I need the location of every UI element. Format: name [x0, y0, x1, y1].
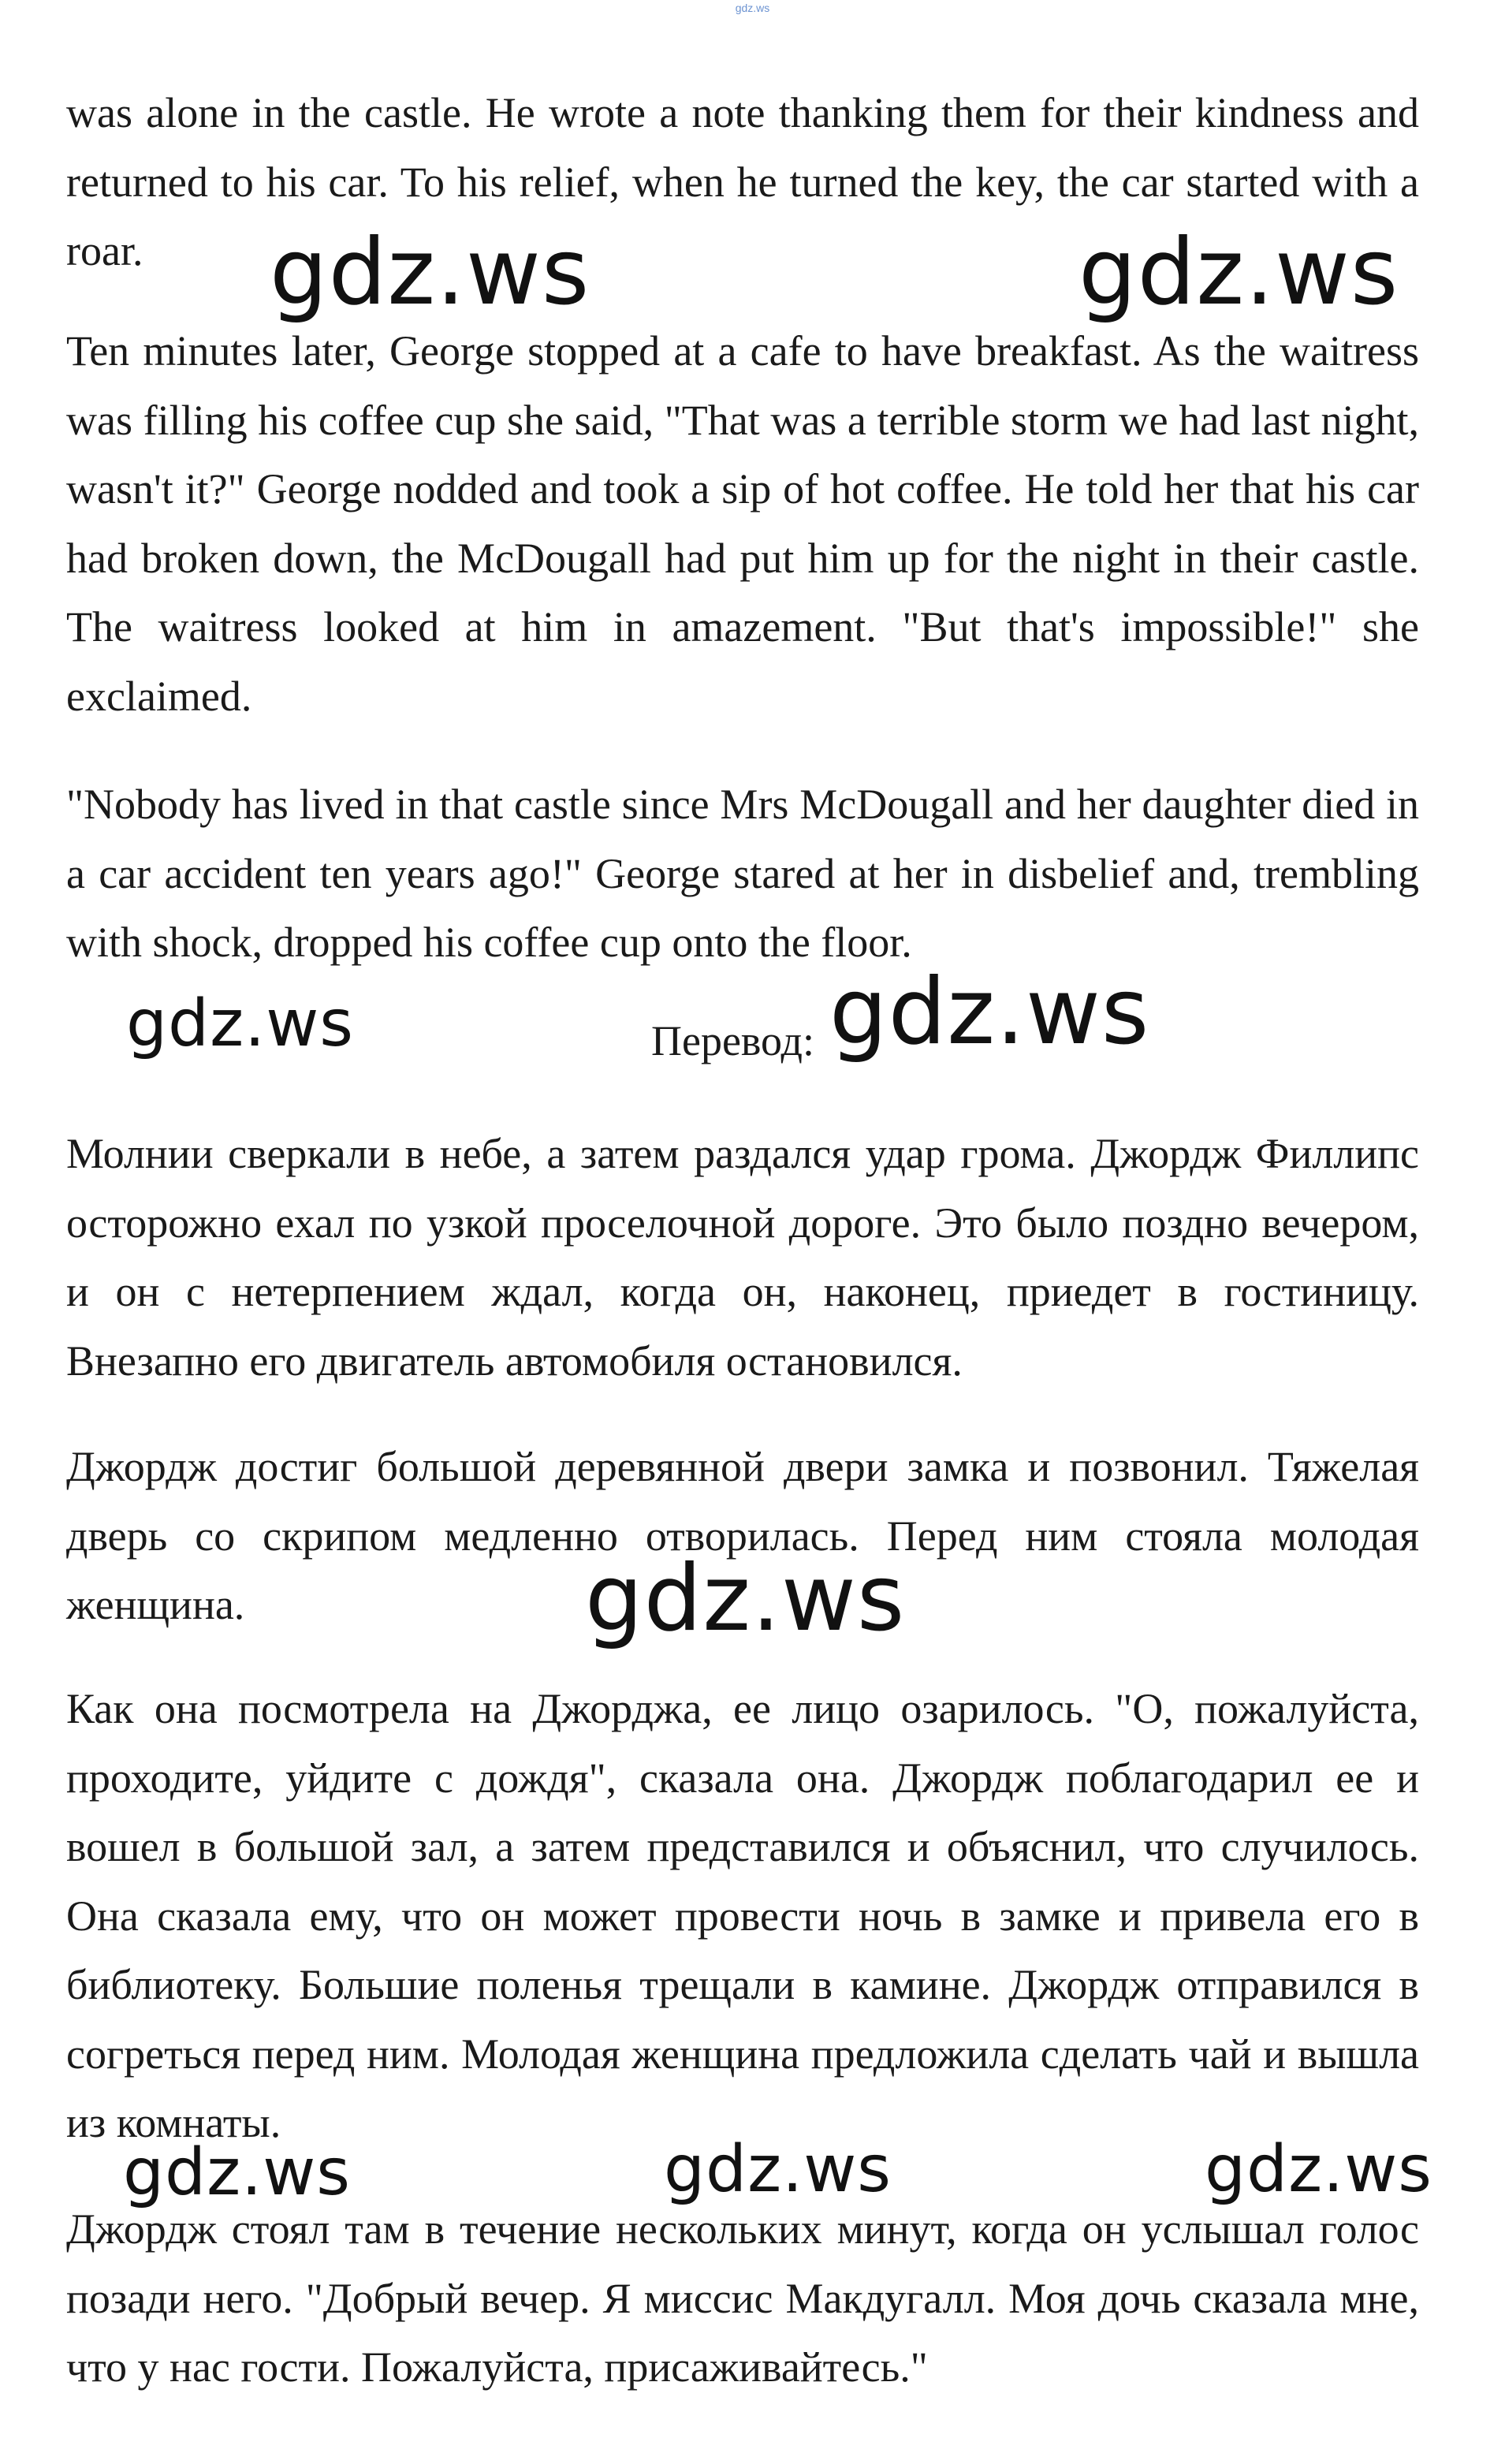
paragraph-7: Джордж стоял там в течение нескольких минут, когда он услышал голос позади него. "Добрый вечер. Я миссис Макдугалл. Моя дочь сказала мне, что у нас гости. Пожалуйста, присаживайтесь."	[66, 2205, 1419, 2391]
header-mark: gdz.ws	[735, 2, 770, 14]
watermark: gdz.ws	[1078, 219, 1399, 326]
paragraph-5: Джордж достиг большой деревянной двери замка и позвонил. Тяжелая дверь со скрипом медленно отворилась. Перед ним стояла молодая женщина.	[66, 1443, 1419, 1628]
watermark: gdz.ws	[123, 2135, 351, 2210]
paragraph-6: Как она посмотрела на Джорджа, ее лицо озарилось. "О, пожалуйста, проходите, уйдите с дождя", сказала она. Джордж поблагодарил ее и вошел в большой зал, а затем представился и объяснил, что случилось. Она сказала ему, что он может провести ночь в замке и привела его в библиотеку. Большие поленья трещали в камине. Джордж отправился в согреться перед ним. Молодая женщина предложила сделать чай и вышла из комнаты.	[66, 1685, 1419, 2146]
paragraph-2: Ten minutes later, George stopped at a cafe to have breakfast. As the waitress was filling his coffee cup she said, "That was a terrible storm we had last night, wasn't it?" George nodded and took a sip of hot coffee. He told her that his car had broken down, the McDougall had put him up for the night in their castle. The waitress looked at him in amazement. "But that's impossible!" she exclaimed.	[66, 327, 1419, 720]
paragraph-4: Молнии сверкали в небе, а затем раздался удар грома. Джордж Филлипс осторожно ехал по узкой проселочной дороге. Это было поздно вечером, и он с нетерпением ждал, когда он, наконец, приедет в гостиницу. Внезапно его двигатель автомобиля остановился.	[66, 1130, 1419, 1385]
translation-heading: Перевод:	[651, 1017, 814, 1064]
watermark: gdz.ws	[1205, 2132, 1432, 2207]
watermark: gdz.ws	[270, 219, 590, 326]
watermark: gdz.ws	[585, 1545, 906, 1652]
watermark: gdz.ws	[664, 2132, 892, 2207]
paragraph-1: was alone in the castle. He wrote a note thanking them for their kindness and returned to his car. To his relief, when he turned the key, the car started with a roar.	[66, 89, 1419, 274]
watermark: gdz.ws	[829, 959, 1150, 1065]
paragraph-3: "Nobody has lived in that castle since Mrs McDougall and her daughter died in a car accident ten years ago!" George stared at her in disbelief and, trembling with shock, dropped his coffee cup onto the floor.	[66, 781, 1419, 966]
watermark: gdz.ws	[126, 986, 354, 1061]
